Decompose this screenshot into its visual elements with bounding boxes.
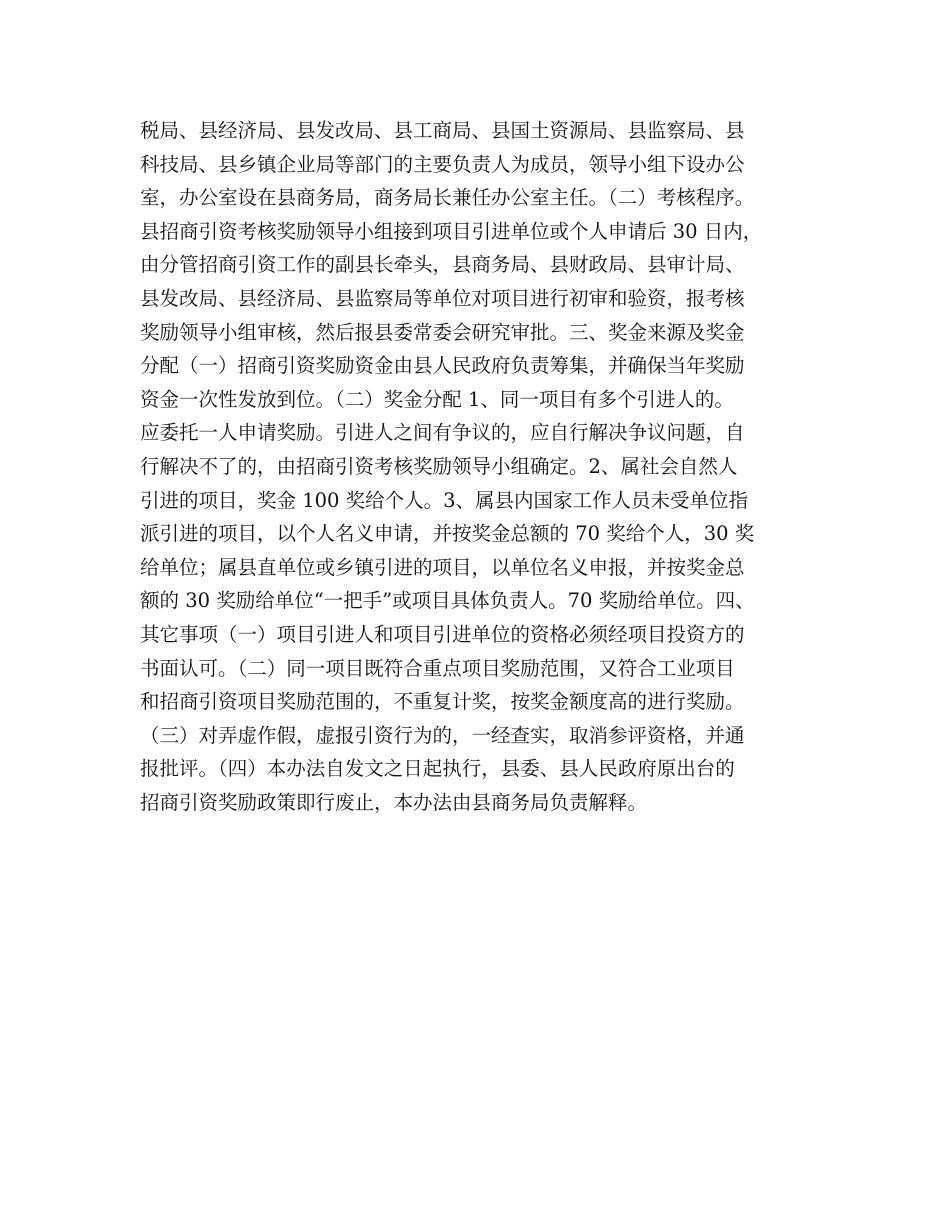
text-line: 引进的项目，奖金 100 奖给个人。3、属县内国家工作人员未受单位指: [140, 488, 749, 512]
text-line: 应委托一人申请奖励。引进人之间有争议的，应自行解决争议问题，自: [140, 421, 745, 445]
text-line: 奖励领导小组审核，然后报县委常委会研究审批。三、奖金来源及奖金: [140, 320, 745, 344]
text-line: 室，办公室设在县商务局，商务局长兼任办公室主任。（二）考核程序。: [140, 186, 755, 210]
text-line: 给单位；属县直单位或乡镇引进的项目，以单位名义申报，并按奖金总: [140, 555, 745, 579]
text-line: 报批评。（四）本办法自发文之日起执行，县委、县人民政府原出台的: [140, 757, 735, 781]
text-line: 县发改局、县经济局、县监察局等单位对项目进行初审和验资，报考核: [140, 286, 745, 310]
text-line: 行解决不了的，由招商引资考核奖励领导小组确定。2、属社会自然人: [140, 454, 738, 478]
text-line: 其它事项（一）项目引进人和项目引进单位的资格必须经项目投资方的: [140, 622, 745, 646]
body-text: [140, 114, 840, 819]
text-line: 分配（一）招商引资奖励资金由县人民政府负责筹集，并确保当年奖励: [140, 354, 745, 378]
text-line: 由分管招商引资工作的副县长牵头，县商务局、县财政局、县审计局、: [140, 253, 745, 277]
text-line: 派引进的项目，以个人名义申请，并按奖金总额的 70 奖给个人，30 奖: [140, 522, 755, 546]
text-line: 书面认可。（二）同一项目既符合重点项目奖励范围，又符合工业项目: [140, 656, 735, 680]
text-line: 资金一次性发放到位。（二）奖金分配 1、同一项目有多个引进人的。: [140, 387, 734, 411]
text-line: 和招商引资项目奖励范围的，不重复计奖，按奖金额度高的进行奖励。: [140, 690, 745, 714]
text-line: 招商引资奖励政策即行废止，本办法由县商务局负责解释。: [140, 790, 648, 814]
text-line: 科技局、县乡镇企业局等部门的主要负责人为成员，领导小组下设办公: [140, 152, 745, 176]
text-line: 税局、县经济局、县发改局、县工商局、县国土资源局、县监察局、县: [140, 119, 745, 142]
text-line: （三）对弄虚作假，虚报引资行为的，一经查实，取消参评资格，并通: [140, 723, 745, 747]
text-line: 县招商引资考核奖励领导小组接到项目引进单位或个人申请后 30 日内，: [140, 219, 763, 243]
text-line: 额的 30 奖励给单位“一把手”或项目具体负责人。70 奖励给单位。四、: [140, 589, 755, 613]
